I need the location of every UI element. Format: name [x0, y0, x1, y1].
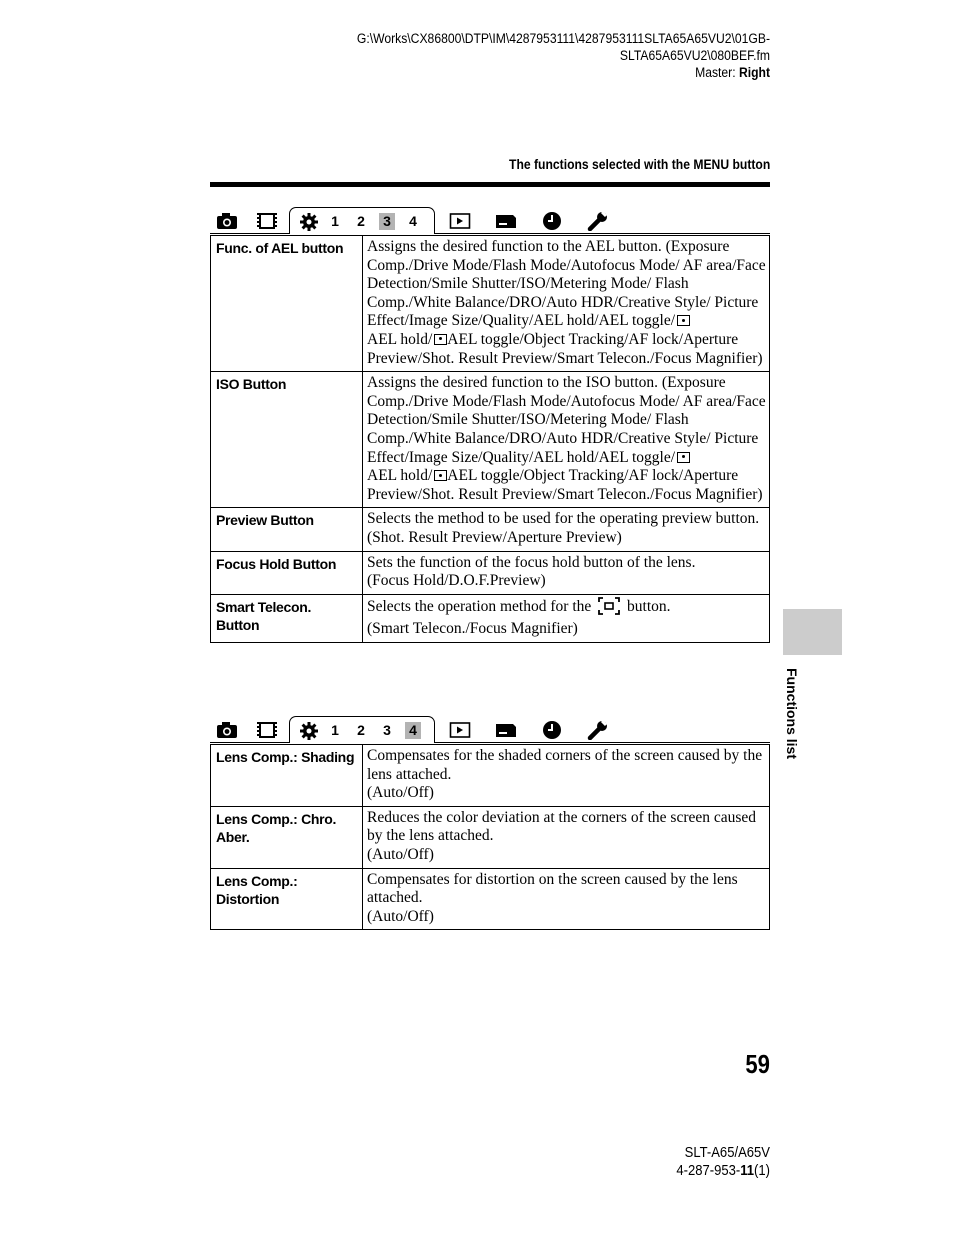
desc-text: Selects the operation method for the: [367, 597, 592, 615]
play-icon: [449, 211, 471, 231]
desc-text: Sets the function of the focus hold button of the lens.: [367, 553, 696, 571]
tab-number-3-selected[interactable]: 3: [379, 213, 395, 230]
file-path-header: [357, 30, 770, 81]
function-description: [363, 745, 770, 807]
function-name-line: Aber.: [216, 828, 250, 845]
function-description: [363, 508, 770, 551]
running-header: The functions selected with the MENU button: [508, 157, 770, 172]
table-row: [211, 806, 770, 868]
desc-text: AEL hold/: [367, 467, 433, 485]
tab-baseline-left: [210, 233, 289, 234]
wrench-icon: [587, 720, 609, 740]
camera-icon: [216, 720, 238, 740]
play-icon: [449, 720, 471, 740]
desc-options: (Shot. Result Preview/Aperture Preview): [367, 528, 622, 546]
tab-number-4-selected[interactable]: 4: [405, 722, 421, 739]
function-name: [211, 594, 363, 642]
function-name-line: Lens Comp.:: [216, 872, 298, 889]
table-row: [211, 508, 770, 551]
header-rule: [210, 182, 770, 187]
desc-options: (Auto/Off): [367, 784, 434, 802]
desc-options: (Smart Telecon./Focus Magnifier): [367, 620, 578, 638]
part-code-prefix: 4-287-953-: [676, 1163, 741, 1179]
function-name-line: Button: [216, 616, 260, 633]
master-label: Master:: [695, 65, 736, 80]
desc-text: Compensates for distortion on the screen caused by the lens attached.: [367, 870, 738, 907]
tab-baseline-right: [433, 233, 770, 234]
clock-icon: [541, 211, 563, 231]
function-description: [363, 236, 770, 372]
section-side-label: Functions list: [784, 668, 800, 759]
gear-icon: [298, 721, 320, 741]
spot-ael-icon: [677, 315, 690, 326]
tab-number-2[interactable]: 2: [357, 722, 365, 738]
desc-options: (Auto/Off): [367, 907, 434, 925]
desc-text: AEL hold/: [367, 330, 433, 348]
function-name: [211, 806, 363, 868]
function-name: [211, 868, 363, 930]
section-side-tab: [783, 609, 842, 655]
desc-text: Assigns the desired function to the ISO button. (Exposure Comp./Drive Mode/Flash Mode/Autofocus Mode/ AF area/Face Detection/Smile Shutter/ISO/Metering Mode/ Flash Comp./White Balance/DRO/Auto HDR/Creative Style/ Picture Effect/Image Size/Quality/AEL hold/AEL toggle/: [367, 374, 766, 466]
menu-tab-bar-2: [210, 716, 770, 743]
memory-card-icon: [495, 720, 517, 740]
desc-options: (Auto/Off): [367, 845, 434, 863]
function-name-line: Smart Telecon.: [216, 598, 312, 615]
table-row: [211, 551, 770, 594]
file-path-line1: G:\Works\CX86800\DTP\IM\4287953111\4287953111SLTA65A65VU2\01GB-: [356, 31, 770, 46]
function-name: ISO Button: [211, 372, 363, 508]
function-name-line: Distortion: [216, 890, 280, 907]
table-row: [211, 236, 770, 372]
spot-ael-icon: [434, 334, 447, 345]
smart-telecon-icon: [598, 597, 620, 621]
functions-table-page-3: [210, 235, 770, 643]
tab-number-2[interactable]: 2: [357, 213, 365, 229]
table-row: [211, 594, 770, 642]
movie-icon: [256, 211, 278, 231]
functions-table-page-4: [210, 744, 770, 930]
table-row: [211, 372, 770, 508]
footer-model-info: [676, 1144, 770, 1180]
tab-baseline-right: [433, 742, 770, 743]
desc-text: button.: [627, 597, 671, 615]
desc-text: AEL toggle/Object Tracking/AF lock/Aperture Preview/Shot. Result Preview/Smart Telecon./Focus Magnifier): [367, 467, 763, 503]
clock-icon: [541, 720, 563, 740]
desc-options: (Focus Hold/D.O.F.Preview): [367, 572, 546, 590]
function-description: [363, 868, 770, 930]
model-name: SLT-A65/A65V: [684, 1145, 770, 1161]
master-line: [357, 64, 770, 81]
desc-text: Assigns the desired function to the AEL button. (Exposure Comp./Drive Mode/Flash Mode/Autofocus Mode/ AF area/Face Detection/Smile Shutter/ISO/Metering Mode/ Flash Comp./White Balance/DRO/Auto HDR/Creative Style/ Picture Effect/Image Size/Quality/AEL hold/AEL toggle/: [367, 238, 766, 330]
master-value: Right: [738, 65, 770, 80]
custom-tab-group: [289, 716, 435, 743]
function-description: [363, 372, 770, 508]
spot-ael-icon: [677, 452, 690, 463]
movie-icon: [256, 720, 278, 740]
function-name: Focus Hold Button: [211, 551, 363, 594]
part-code-suffix: (1): [754, 1163, 770, 1179]
tab-number-3[interactable]: 3: [383, 722, 391, 738]
function-name-line: Lens Comp.: Chro.: [216, 810, 337, 827]
function-description: [363, 594, 770, 642]
spot-ael-icon: [434, 470, 447, 481]
tab-number-1[interactable]: 1: [331, 213, 339, 229]
desc-text: Selects the method to be used for the operating preview button.: [367, 510, 760, 528]
memory-card-icon: [495, 211, 517, 231]
function-name: Lens Comp.: Shading: [211, 745, 363, 807]
tab-baseline-left: [210, 742, 289, 743]
function-name: Func. of AEL button: [211, 236, 363, 372]
tab-number-1[interactable]: 1: [331, 722, 339, 738]
table-row: [211, 745, 770, 807]
desc-text: AEL toggle/Object Tracking/AF lock/Aperture Preview/Shot. Result Preview/Smart Telecon./Focus Magnifier): [367, 330, 763, 367]
function-description: [363, 806, 770, 868]
camera-icon: [216, 211, 238, 231]
desc-text: Reduces the color deviation at the corners of the screen caused by the lens attached.: [367, 808, 757, 845]
tab-number-4[interactable]: 4: [409, 213, 417, 229]
desc-text: Compensates for the shaded corners of the screen caused by the lens attached.: [367, 747, 763, 783]
part-code: [676, 1162, 770, 1180]
part-code-bold: 11: [740, 1163, 755, 1179]
wrench-icon: [587, 211, 609, 231]
function-description: [363, 551, 770, 594]
menu-tab-bar-1: [210, 207, 770, 234]
page-number: 59: [745, 1049, 770, 1079]
custom-tab-group: [289, 207, 435, 234]
desc-line: [367, 597, 767, 621]
function-name: Preview Button: [211, 508, 363, 551]
file-path-line2: SLTA65A65VU2\080BEF.fm: [619, 48, 770, 63]
table-row: [211, 868, 770, 930]
gear-icon: [298, 212, 320, 232]
